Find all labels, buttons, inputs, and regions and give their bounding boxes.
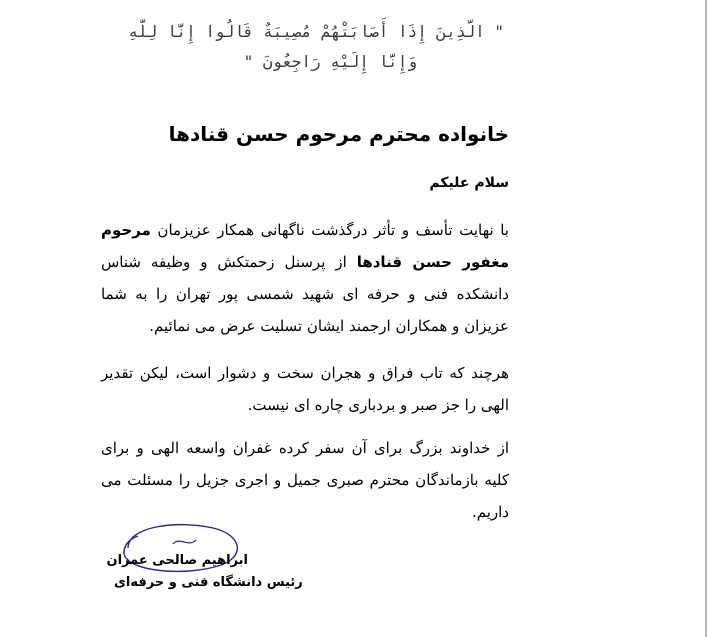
paragraph-text: از پرسنل زحمتکش و وظیفه شناس دانشکده فنی و حرفه ای شهید شمسی پور تهران را به شما عزیزان و همکاران ارجمند ایشان تسلیت عرض می نمائیم. — [101, 253, 509, 335]
quran-verse-line-1: " الَّذِينَ إِذَا أَصَابَتْهُمْ مُصِيبَةٌ قَالُوا إِنَّا لِلَّهِ — [128, 22, 504, 41]
signatory-name: ابراهیم صالحی عمران — [106, 553, 248, 568]
paragraph-prayer: از خداوند بزرگ برای آن سفر کرده غفران واسعه الهی و برای کلیه بازماندگان محترم صبری جمیل و اجری جزیل را مسئلت می داریم. — [101, 439, 509, 521]
greeting: سلام علیکم — [429, 175, 509, 191]
paragraph-text: با نهایت تأسف و تأثر درگذشت ناگهانی همکار عزیزمان — [157, 221, 509, 239]
paragraph-condolence — [101, 214, 509, 342]
quran-verse-line-2: وَإِنَّا إِلَيْهِ رَاجِعُونَ " — [243, 52, 417, 71]
signatory-role: رئیس دانشگاه فنی و حرفه‌ای — [114, 575, 303, 590]
paragraph-patience: هرچند که تاب فراق و هجران سخت و دشوار است، لیکن تقدیر الهی را جز صبر و بردباری چاره ای نیست. — [101, 364, 509, 414]
signature-scribble-icon — [118, 518, 248, 578]
letter-title: خانواده محترم مرحوم حسن قنادها — [168, 122, 509, 146]
deceased-name: مرحوم مغفور حسن قنادها — [101, 221, 509, 271]
